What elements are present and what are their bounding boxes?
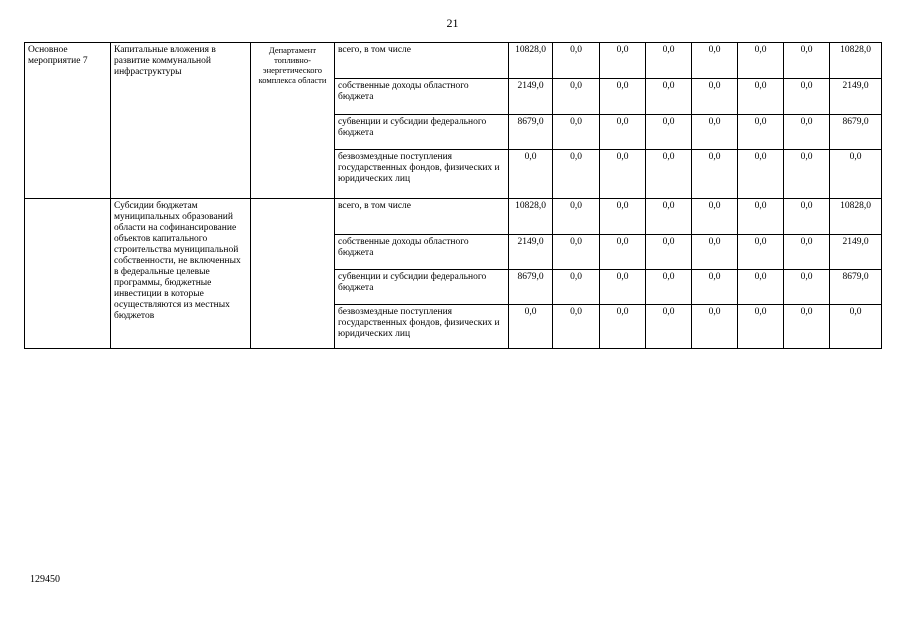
value-cell: 0,0 — [784, 79, 830, 115]
value-cell: 0,0 — [600, 79, 646, 115]
value-cell: 0,0 — [509, 305, 553, 349]
value-cell: 8679,0 — [509, 115, 553, 150]
value-cell: 0,0 — [738, 150, 784, 199]
funding-source-cell: собственные доходы областного бюджета — [335, 235, 509, 270]
funding-source-cell: безвозмездные поступления государственных фондов, физических и юридических лиц — [335, 150, 509, 199]
value-cell: 0,0 — [553, 150, 600, 199]
value-cell: 0,0 — [646, 79, 692, 115]
value-cell: 0,0 — [784, 115, 830, 150]
value-cell: 10828,0 — [830, 43, 882, 79]
budget-table-body — [25, 43, 882, 349]
value-cell: 0,0 — [784, 305, 830, 349]
table-row — [25, 199, 882, 235]
event-cell: Основное мероприятие 7 — [25, 43, 111, 199]
value-cell: 0,0 — [646, 235, 692, 270]
funding-source-cell: субвенции и субсидии федерального бюджета — [335, 270, 509, 305]
value-cell: 0,0 — [692, 270, 738, 305]
value-cell: 2149,0 — [509, 235, 553, 270]
value-cell: 0,0 — [738, 199, 784, 235]
title-cell: Субсидии бюджетам муниципальных образований области на софинансирование объектов капитального строительства муниципальной собственности, не включенных в федеральные целевые программы, бюджетные инвестиции в которые осуществляются из местных бюджетов — [111, 199, 251, 349]
value-cell: 0,0 — [646, 43, 692, 79]
value-cell: 0,0 — [738, 305, 784, 349]
value-cell: 10828,0 — [509, 43, 553, 79]
value-cell: 0,0 — [600, 305, 646, 349]
value-cell: 0,0 — [784, 270, 830, 305]
value-cell: 0,0 — [553, 199, 600, 235]
value-cell: 0,0 — [600, 199, 646, 235]
page-number: 21 — [446, 16, 459, 30]
value-cell: 0,0 — [553, 270, 600, 305]
value-cell: 0,0 — [692, 150, 738, 199]
table-row — [25, 43, 882, 79]
department-cell: Департамент топливно-энергетического комплекса области — [251, 43, 335, 199]
funding-source-cell: всего, в том числе — [335, 199, 509, 235]
value-cell: 0,0 — [692, 115, 738, 150]
value-cell: 2149,0 — [509, 79, 553, 115]
value-cell: 0,0 — [553, 115, 600, 150]
value-cell: 0,0 — [784, 199, 830, 235]
value-cell: 0,0 — [692, 199, 738, 235]
value-cell: 0,0 — [692, 43, 738, 79]
value-cell: 0,0 — [784, 150, 830, 199]
value-cell: 0,0 — [738, 43, 784, 79]
value-cell: 0,0 — [738, 235, 784, 270]
document-code: 129450 — [30, 574, 60, 585]
value-cell: 0,0 — [600, 270, 646, 305]
value-cell: 10828,0 — [509, 199, 553, 235]
value-cell: 0,0 — [646, 150, 692, 199]
value-cell: 0,0 — [692, 305, 738, 349]
event-cell — [25, 199, 111, 349]
value-cell: 10828,0 — [830, 199, 882, 235]
value-cell: 0,0 — [553, 43, 600, 79]
funding-source-cell: собственные доходы областного бюджета — [335, 79, 509, 115]
value-cell: 0,0 — [830, 305, 882, 349]
funding-source-cell: всего, в том числе — [335, 43, 509, 79]
value-cell: 0,0 — [738, 115, 784, 150]
value-cell: 0,0 — [646, 115, 692, 150]
funding-source-cell: субвенции и субсидии федерального бюджета — [335, 115, 509, 150]
funding-source-cell: безвозмездные поступления государственных фондов, физических и юридических лиц — [335, 305, 509, 349]
value-cell: 8679,0 — [830, 115, 882, 150]
title-cell: Капитальные вложения в развитие коммунальной инфраструктуры — [111, 43, 251, 199]
value-cell: 0,0 — [600, 150, 646, 199]
value-cell: 0,0 — [600, 115, 646, 150]
value-cell: 0,0 — [646, 270, 692, 305]
value-cell: 0,0 — [553, 305, 600, 349]
value-cell: 2149,0 — [830, 79, 882, 115]
value-cell: 0,0 — [646, 305, 692, 349]
department-cell — [251, 199, 335, 349]
value-cell: 0,0 — [738, 270, 784, 305]
value-cell: 0,0 — [692, 79, 738, 115]
value-cell: 8679,0 — [509, 270, 553, 305]
value-cell: 0,0 — [738, 79, 784, 115]
value-cell: 0,0 — [553, 79, 600, 115]
value-cell: 0,0 — [692, 235, 738, 270]
value-cell: 0,0 — [830, 150, 882, 199]
value-cell: 0,0 — [784, 43, 830, 79]
value-cell: 0,0 — [784, 235, 830, 270]
value-cell: 2149,0 — [830, 235, 882, 270]
value-cell: 0,0 — [600, 43, 646, 79]
value-cell: 0,0 — [509, 150, 553, 199]
value-cell: 0,0 — [600, 235, 646, 270]
value-cell: 8679,0 — [830, 270, 882, 305]
value-cell: 0,0 — [553, 235, 600, 270]
budget-table — [24, 42, 882, 349]
value-cell: 0,0 — [646, 199, 692, 235]
